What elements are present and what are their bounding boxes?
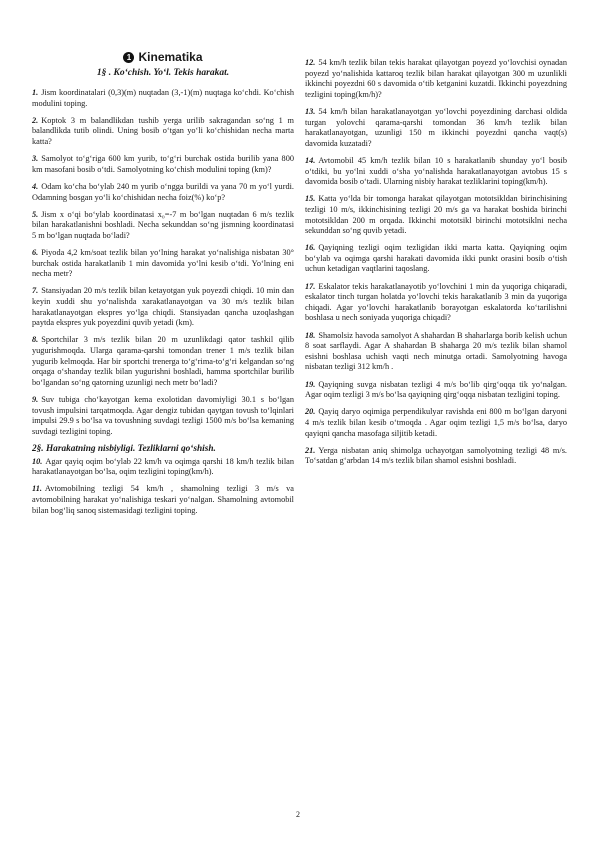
problem-item (305, 282, 567, 324)
problem-number: 6. (32, 248, 39, 258)
problem-text: 54 km/h tezlik bilan tekis harakat qilayotgan poyezd yo‘lovchisi oynadan poyezd yo‘nalishida kattaroq tezlik bilan harakat qilayotgan 300 m uzunlikli ikkinchi poyezdni 60 s davomida o‘tib ketganini kuzatdi. Ikkinchi poyezdning tezligini toping(km/h)? (305, 58, 567, 99)
problem-item (305, 194, 567, 236)
problem-text: Sportchilar 3 m/s tezlik bilan 20 m uzunlikdagi qator tashkil qilib yugurishmoqda. Ularga qarama-qarshi tomondan trener 1 m/s tezlik bilan yugurib kelmoqda. Har bir sportchi trenerga to‘g‘rima-to‘g‘ri kelgandan so‘ng orqaga o‘shanday tezlik bilan yugurishni boshladi, hamma sportchilar burilib bo‘lgandan so‘ng qatorning uzunligi nech metr bo‘ladi? (32, 335, 294, 387)
chapter-heading (32, 50, 294, 64)
problem-item (32, 286, 294, 328)
problem-text: Odam ko‘cha bo‘ylab 240 m yurib o‘ngga burildi va yana 70 m yo‘l yurdi. Odamning bosgan yo‘li ko‘chishidan necha foiz(%) ko‘p? (32, 181, 294, 202)
problem-item (305, 331, 567, 373)
problem-item (305, 446, 567, 467)
right-problem-list (305, 58, 567, 467)
problem-item (32, 335, 294, 388)
problem-item (32, 88, 294, 109)
left-column (32, 88, 294, 523)
section2-title: 2§. Harakatning nisbiyligi. Tezliklarni qo‘shish. (32, 443, 216, 454)
problem-text: Shamolsiz havoda samolyot A shahardan B shaharlarga borib kelish uchun 8 soat sarflaydi. Agar A shahardan B shaharga 20 m/s tezlik bilan shamol esishni boshlasa uchish vaqti nech minutga ortadi. Samolyotning havoga nisbatan tezligi 312 km/h . (305, 330, 567, 372)
problem-number: 14. (305, 155, 316, 165)
problem-item (305, 58, 567, 100)
left-problem-list (32, 88, 294, 437)
problem-text: Yerga nisbatan aniq shimolga uchayotgan samolyotning tezligi 48 m/s. To‘satdan g‘arbdan 14 m/s tezlik bilan shamol esishni boshladi. (305, 445, 567, 466)
problem-text: Piyoda 4,2 km/soat tezlik bilan yo‘lning harakat yo‘nalishiga nisbatan 30° burchak ostida harakatlanib 1 min davomida yo‘lni kesib o‘tdi. Yo‘lning eni necha metr? (32, 248, 294, 279)
problem-number: 1. (32, 88, 39, 97)
problem-item (305, 107, 567, 149)
right-column (305, 58, 567, 474)
problem-number: 11. (32, 484, 42, 494)
problem-text: Qayiq daryo oqimiga perpendikulyar ravishda eni 800 m bo‘lgan daryoni 4 m/s tezlik bilan kesib o‘tmoqda . Agar oqim tezligi 1,5 m/s bo‘lsa, daryo qayiqni qancha masofaga siljitib ketadi. (305, 407, 567, 438)
chapter-title: Kinematika (138, 50, 203, 64)
problem-number: 8. (32, 335, 39, 345)
chapter-number-badge: 1 (123, 52, 134, 63)
page-number: 2 (296, 810, 300, 819)
problem-text: Agar qayiq oqim bo‘ylab 22 km/h va oqimga qarshi 18 km/h tezlik bilan harakatlanayotgan bo‘lsa, oqim tezligini toping(km/h). (32, 456, 294, 477)
problem-item (305, 407, 567, 439)
problem-number: 13. (305, 106, 316, 116)
problem-text: Avtomobilning tezligi 54 km/h , shamolning tezligi 3 m/s va avtomobilning harakat yo‘nalishiga teskari yo‘nalgan. Shamolning avtomobil bilan bog‘liq sanoq sistemasidagi tezligini toping. (32, 484, 294, 515)
section1-title: 1§ . Ko‘chish. Yo‘l. Tekis harakat. (96, 68, 230, 78)
problem-number: 10. (32, 456, 43, 466)
problem-item (305, 380, 567, 401)
problem-number: 19. (305, 379, 316, 389)
problem-number: 2. (32, 115, 39, 125)
problem-item (32, 248, 294, 280)
problem-item (32, 116, 294, 148)
problem-number: 18. (305, 330, 316, 340)
problem-text: Samolyot to‘g‘riga 600 km yurib, to‘g‘ri burchak ostida burilib yana 800 km masofani bosib o‘tdi. Samolyotning ko‘chish modulini toping (km)? (32, 154, 294, 174)
problem-item (305, 243, 567, 275)
problem-text: Suv tubiga cho‘kayotgan kema exolotidan davomiyligi 30.1 s bo‘lgan tovush impulsini tarqatmoqda. Agar dengiz tubidan qaytgan tovush to‘lqinlari impulsi 29.9 s bo‘lsa va tovushning suvdagi tezligi 1500 m/s bo‘lsa kemaning suvdagi tezligini toping. (32, 395, 294, 436)
problem-item (305, 156, 567, 188)
problem-item (32, 457, 294, 478)
problem-text: Jism koordinatalari (0,3)(m) nuqtadan (3,-1)(m) nuqtaga ko‘chdi. Ko‘chish modulini toping. (32, 88, 294, 108)
problem-number: 4. (32, 181, 39, 191)
problem-text: Eskalator tekis harakatlanayotib yo‘lovchini 1 min da yuqoriga chiqaradi, eskalator tinch turgan holatda yo‘lovchi tekis harakatlanib 3 min da yuqoriga chiqadi. Agar yo‘lovchi harakatlanib borayotgan eskalatorda ko‘tarilishni boshlasa u nech soniyada yuqoriga chiqadi? (305, 281, 567, 323)
problem-text: Avtomobil 45 km/h tezlik bilan 10 s harakatlanib shunday yo‘l bosib o‘tdiki, bu yo‘lni xuddi o‘sha yo‘nalishda harakatlanayotgan avtobus 15 s davomida bosib o‘tadi. Ularning nisbiy harakat tezliklarini toping(km/h). (305, 155, 567, 187)
problem-item (32, 395, 294, 437)
problem-item (32, 154, 294, 175)
problem-number: 12. (305, 58, 316, 67)
problem-number: 9. (32, 395, 39, 404)
problem-number: 5. (32, 209, 39, 219)
problem-text: Qayiqning suvga nisbatan tezligi 4 m/s bo‘lib qirg‘oqqa tik yo‘nalgan. Agar oqim tezligi 3 m/s bo‘lsa qayiqning qirg‘oqqa nisbatan tezligini toping. (305, 379, 567, 400)
left-problem-list-2 (32, 457, 294, 517)
problem-item (32, 484, 294, 516)
problem-item (32, 210, 294, 242)
problem-number: 3. (32, 154, 39, 164)
problem-text: 54 km/h bilan harakatlanayotgan yo‘lovchi poyezdining darchasi oldida turgan yolovchi qarama-qarshi tomondan 36 km/h tezlik bilan harakatlanayotgan, uzunligi 150 m ikkinchi poyezdni qancha vaqt(s) davomida kuzatadi? (305, 106, 567, 148)
problem-number: 20. (305, 407, 316, 417)
problem-number: 7. (32, 286, 39, 296)
problem-text: Jism x o‘qi bo‘ylab koordinatasi x₀=-7 m bo‘lgan nuqtadan 6 m/s tezlik bilan harakatlanishni boshladi. Necha sekunddan so‘ng jismning koordinatasi 5 m bo‘lgan nuqtada bo‘ladi? (32, 209, 294, 240)
problem-text: Stansiyadan 20 m/s tezlik bilan ketayotgan yuk poyezdi chiqdi. 10 min dan keyin xuddi shu yo‘nalishda xarakatlanayotgan va 30 m/s tezlik bilan harakatlanayotgan ekspres yo‘lga chiqdi. Stansiyadan qancha uzoqlashgan paytda ekspres yuk poyezdini quvib yetadi (km). (32, 286, 294, 328)
problem-text: Qayiqning tezligi oqim tezligidan ikki marta katta. Qayiqning oqim bo‘ylab va oqimga qarshi harakati davomida ikki punkt orasini bosib o‘tish uchun ketadigan vaqtlarini taqoslang. (305, 243, 567, 274)
problem-text: Katta yo‘lda bir tomonga harakat qilayotgan mototsikldan birinchisining tezligi 10 m/s, ikkinchisining tezligi 20 m/s ga va harakat boshida birinchi mototsikldan 200 m orqada. Ikkinchi mototsikl birinchi mototsiklni necha sekunddan so‘ng quvib yetadi. (305, 194, 567, 236)
problem-number: 21. (305, 445, 316, 455)
problem-number: 15. (305, 194, 316, 204)
problem-number: 17. (305, 281, 316, 291)
problem-item (32, 182, 294, 203)
problem-number: 16. (305, 243, 316, 253)
problem-text: Koptok 3 m balandlikdan tushib yerga urilib sakragandan so‘ng 1 m balandlikda tutib olindi. Uning bosib o‘tgan yo‘li ko‘chishidan necha marta katta? (32, 115, 294, 146)
